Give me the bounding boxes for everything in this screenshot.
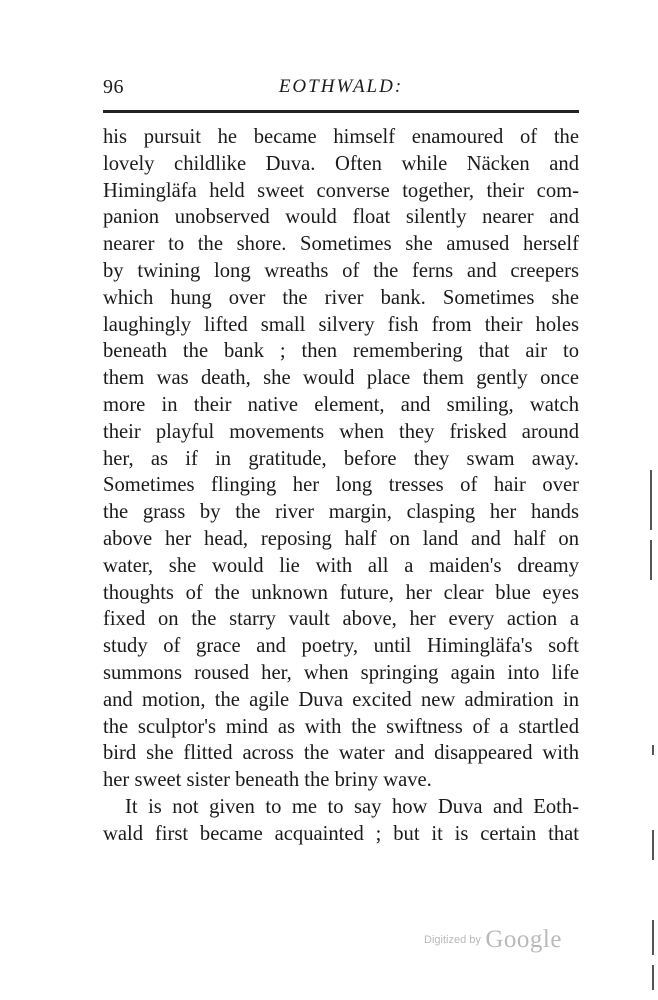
text-line: panion unobserved would float silently nearer and bbox=[103, 206, 579, 229]
text-line: wald first became acquainted ; but it is certain that bbox=[103, 822, 579, 845]
header-rule bbox=[103, 110, 579, 113]
text-line: thoughts of the unknown future, her clear blue eyes bbox=[103, 581, 579, 604]
scan-edge-mark bbox=[650, 540, 652, 580]
scan-edge-mark bbox=[652, 745, 654, 755]
text-line: beneath the bank ; then remembering that air to bbox=[103, 340, 579, 363]
text-line: nearer to the shore. Sometimes she amused herself bbox=[103, 233, 579, 256]
text-line: Sometimes flinging her long tresses of hair over bbox=[103, 474, 579, 497]
text-line: above her head, reposing half on land and half on bbox=[103, 527, 579, 550]
text-line: by twining long wreaths of the ferns and creepers bbox=[103, 259, 579, 282]
google-logo: Google bbox=[485, 926, 562, 953]
text-line: his pursuit he became himself enamoured of the bbox=[103, 126, 579, 148]
paragraph-continuation bbox=[103, 124, 579, 794]
text-line: and motion, the agile Duva excited new admiration in bbox=[103, 688, 579, 711]
text-line: fixed on the starry vault above, her every action a bbox=[103, 608, 579, 631]
page-number: 96 bbox=[103, 76, 124, 98]
text-line: laughingly lifted small silvery fish from their holes bbox=[103, 313, 579, 336]
text-line: the grass by the river margin, clasping her hands bbox=[103, 501, 579, 524]
scan-edge-mark bbox=[650, 470, 652, 530]
scan-edge-mark bbox=[652, 965, 654, 990]
text-line: study of grace and poetry, until Himingläfa's soft bbox=[103, 635, 579, 658]
text-line: her sweet sister beneath the briny wave. bbox=[103, 769, 432, 792]
watermark-prefix: Digitized by bbox=[424, 934, 481, 946]
text-line: water, she would lie with all a maiden's dreamy bbox=[103, 554, 579, 577]
text-line: bird she flitted across the water and disappeared with bbox=[103, 742, 579, 765]
text-line: them was death, she would place them gently once bbox=[103, 367, 579, 390]
page-header bbox=[103, 76, 579, 106]
scan-edge-mark bbox=[652, 920, 654, 955]
paragraph bbox=[103, 794, 579, 848]
digitized-by-google-watermark bbox=[424, 926, 562, 954]
text-line: summons roused her, when springing again into life bbox=[103, 661, 579, 684]
text-line: Himingläfa held sweet converse together, their com- bbox=[103, 179, 579, 202]
scan-edge-mark bbox=[652, 830, 654, 860]
text-line: their playful movements when they frisked around bbox=[103, 420, 579, 443]
text-line: which hung over the river bank. Sometimes she bbox=[103, 286, 579, 309]
text-line: more in their native element, and smiling, watch bbox=[103, 393, 579, 416]
text-line: lovely childlike Duva. Often while Näcken and bbox=[103, 152, 579, 175]
body-text bbox=[103, 124, 579, 848]
text-line: her, as if in gratitude, before they swam away. bbox=[103, 447, 579, 470]
text-line: It is not given to me to say how Duva and Eoth- bbox=[125, 795, 579, 818]
text-line: the sculptor's mind as with the swiftness of a startled bbox=[103, 715, 579, 738]
running-title: EOTHWALD: bbox=[278, 76, 404, 97]
